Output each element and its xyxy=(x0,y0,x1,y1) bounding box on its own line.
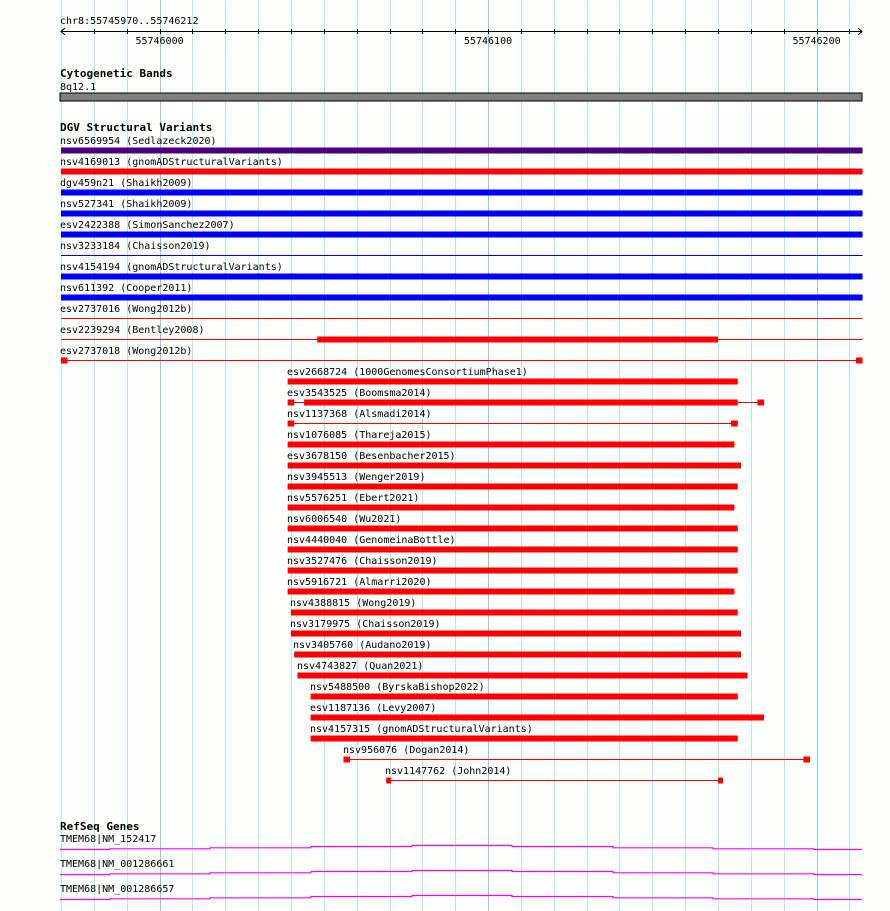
position-label: chr8:55745970..55746212 xyxy=(60,16,199,27)
variant-label[interactable]: nsv4154194 (gnomADStructuralVariants) xyxy=(60,262,283,273)
variant-item[interactable] xyxy=(60,157,863,175)
variant-item[interactable] xyxy=(60,283,863,301)
variant-label[interactable]: nsv5916721 (Almarri2020) xyxy=(287,577,432,588)
variant-item[interactable] xyxy=(287,556,738,574)
ruler-tick-label: 55746200 xyxy=(792,36,841,47)
variant-block[interactable] xyxy=(856,358,863,364)
gene-label[interactable]: TMEM68|NM_001286661 xyxy=(60,859,175,870)
variant-block[interactable] xyxy=(288,379,738,385)
variant-block[interactable] xyxy=(61,211,863,217)
variant-label[interactable]: nsv3233184 (Chaisson2019) xyxy=(60,241,211,252)
cytoband-track-title: Cytogenetic Bands xyxy=(60,67,173,80)
variant-block[interactable] xyxy=(288,442,735,448)
variant-label[interactable]: nsv6569954 (Sedlazeck2020) xyxy=(60,136,217,147)
variant-block[interactable] xyxy=(311,715,764,721)
variant-block[interactable] xyxy=(288,505,735,511)
variant-label[interactable]: nsv3405760 (Audano2019) xyxy=(293,640,432,651)
variant-block[interactable] xyxy=(803,757,810,763)
variant-label[interactable]: nsv956076 (Dogan2014) xyxy=(343,745,470,756)
variant-label[interactable]: nsv1147762 (John2014) xyxy=(385,766,512,777)
variant-item[interactable] xyxy=(60,304,863,319)
variant-item[interactable] xyxy=(287,472,738,490)
variant-label[interactable]: nsv3527476 (Chaisson2019) xyxy=(287,556,438,567)
variant-label[interactable]: esv3678150 (Besenbacher2015) xyxy=(287,451,456,462)
dgv-track-title: DGV Structural Variants xyxy=(60,121,213,134)
gene-label[interactable]: TMEM68|NM_001286657 xyxy=(60,884,175,895)
variant-item[interactable] xyxy=(287,514,738,532)
variant-block[interactable] xyxy=(288,526,738,532)
refseq-track[interactable] xyxy=(60,820,862,900)
variant-block[interactable] xyxy=(291,631,741,637)
variant-item[interactable] xyxy=(60,136,863,154)
variant-block[interactable] xyxy=(288,421,295,427)
variant-label[interactable]: esv2239294 (Bentley2008) xyxy=(60,325,205,336)
variant-item[interactable] xyxy=(60,325,863,343)
variant-label[interactable]: esv3543525 (Boomsma2014) xyxy=(287,388,432,399)
variant-block[interactable] xyxy=(288,484,738,490)
variant-block[interactable] xyxy=(288,589,735,595)
variant-item[interactable] xyxy=(287,409,738,427)
gene-model-line[interactable] xyxy=(60,871,862,875)
variant-item[interactable] xyxy=(287,577,734,595)
variant-item[interactable] xyxy=(60,346,863,364)
variant-label[interactable]: nsv4743827 (Quan2021) xyxy=(297,661,424,672)
variant-item[interactable] xyxy=(297,661,748,679)
cytoband-track[interactable] xyxy=(60,67,862,101)
position-ruler[interactable] xyxy=(60,16,862,47)
variant-label[interactable]: nsv527341 (Shaikh2009) xyxy=(60,199,193,210)
variant-label[interactable]: esv1187136 (Levy2007) xyxy=(310,703,437,714)
variant-label[interactable]: nsv1137368 (Alsmadi2014) xyxy=(287,409,432,420)
variant-item[interactable] xyxy=(287,388,764,406)
gene-label[interactable]: TMEM68|NM_152417 xyxy=(60,834,157,845)
gene-model-line[interactable] xyxy=(60,896,862,900)
variant-label[interactable]: esv2668724 (1000GenomesConsortiumPhase1) xyxy=(287,367,528,378)
variant-block[interactable] xyxy=(288,463,741,469)
ruler-tick-label: 55746100 xyxy=(463,36,513,47)
variant-block[interactable] xyxy=(311,694,738,700)
variant-item[interactable] xyxy=(310,724,738,742)
variant-item[interactable] xyxy=(60,262,863,280)
variant-label[interactable]: nsv3179975 (Chaisson2019) xyxy=(290,619,441,630)
variant-block[interactable] xyxy=(61,232,863,238)
variant-label[interactable]: esv2422388 (SimonSanchez2007) xyxy=(60,220,235,231)
variant-item[interactable] xyxy=(60,199,863,217)
variant-item[interactable] xyxy=(290,619,741,637)
variant-label[interactable]: esv2737016 (Wong2012b) xyxy=(60,304,193,315)
variant-block[interactable] xyxy=(61,169,863,175)
gene-item[interactable] xyxy=(60,834,862,850)
variant-label[interactable]: nsv1076085 (Thareja2015) xyxy=(287,430,432,441)
variant-block[interactable] xyxy=(386,778,391,784)
variant-item[interactable] xyxy=(287,367,738,385)
variant-block[interactable] xyxy=(61,148,863,154)
variant-item[interactable] xyxy=(310,682,738,700)
variant-block[interactable] xyxy=(61,190,863,196)
variant-label[interactable]: nsv6006540 (Wu2021) xyxy=(287,514,402,525)
variant-block[interactable] xyxy=(61,358,68,364)
gene-item[interactable] xyxy=(60,859,862,875)
gene-item[interactable] xyxy=(60,884,862,900)
dgv-track[interactable] xyxy=(60,121,863,784)
variant-item[interactable] xyxy=(343,745,810,763)
variant-item[interactable] xyxy=(287,451,741,469)
variant-item[interactable] xyxy=(293,640,741,658)
variant-block[interactable] xyxy=(288,547,738,553)
variant-block[interactable] xyxy=(61,295,863,301)
variant-item[interactable] xyxy=(310,703,764,721)
variant-label[interactable]: nsv611392 (Cooper2011) xyxy=(60,283,193,294)
ruler-tick-label: 55746000 xyxy=(135,36,184,47)
variant-label[interactable]: nsv3945513 (Wenger2019) xyxy=(287,472,426,483)
variant-block[interactable] xyxy=(731,421,738,427)
variant-block[interactable] xyxy=(304,400,738,406)
variant-block[interactable] xyxy=(288,568,738,574)
variant-block[interactable] xyxy=(61,274,863,280)
variant-block[interactable] xyxy=(298,673,748,679)
cytoband-bar[interactable] xyxy=(60,93,862,101)
gene-model-line[interactable] xyxy=(60,846,862,850)
variant-label[interactable]: nsv4388815 (Wong2019) xyxy=(290,598,417,609)
variant-block[interactable] xyxy=(291,610,738,616)
variant-block[interactable] xyxy=(311,736,738,742)
refseq-track-title: RefSeq Genes xyxy=(60,820,140,833)
variant-item[interactable] xyxy=(290,598,738,616)
variant-item[interactable] xyxy=(287,430,734,448)
variant-label[interactable]: nsv5488500 (ByrskaBishop2022) xyxy=(310,682,485,693)
variant-block[interactable] xyxy=(344,757,351,763)
cytoband-label: 8q12.1 xyxy=(60,82,97,93)
variant-item[interactable] xyxy=(60,241,863,256)
variant-label[interactable]: nsv4157315 (gnomADStructuralVariants) xyxy=(310,724,533,735)
variant-block[interactable] xyxy=(317,337,718,343)
variant-item[interactable] xyxy=(287,535,738,553)
variant-label[interactable]: esv2737018 (Wong2012b) xyxy=(60,346,193,357)
variant-item[interactable] xyxy=(60,220,863,238)
variant-label[interactable]: nsv4440040 (GenomeinaBottle) xyxy=(287,535,456,546)
variant-item[interactable] xyxy=(287,493,734,511)
variant-block[interactable] xyxy=(757,400,764,406)
variant-item[interactable] xyxy=(60,178,863,196)
variant-block[interactable] xyxy=(718,778,723,784)
variant-label[interactable]: nsv5576251 (Ebert2021) xyxy=(287,493,420,504)
variant-block[interactable] xyxy=(294,652,741,658)
variant-label[interactable]: dgv459n21 (Shaikh2009) xyxy=(60,178,193,189)
variant-block[interactable] xyxy=(288,400,295,406)
variant-label[interactable]: nsv4169013 (gnomADStructuralVariants) xyxy=(60,157,283,168)
